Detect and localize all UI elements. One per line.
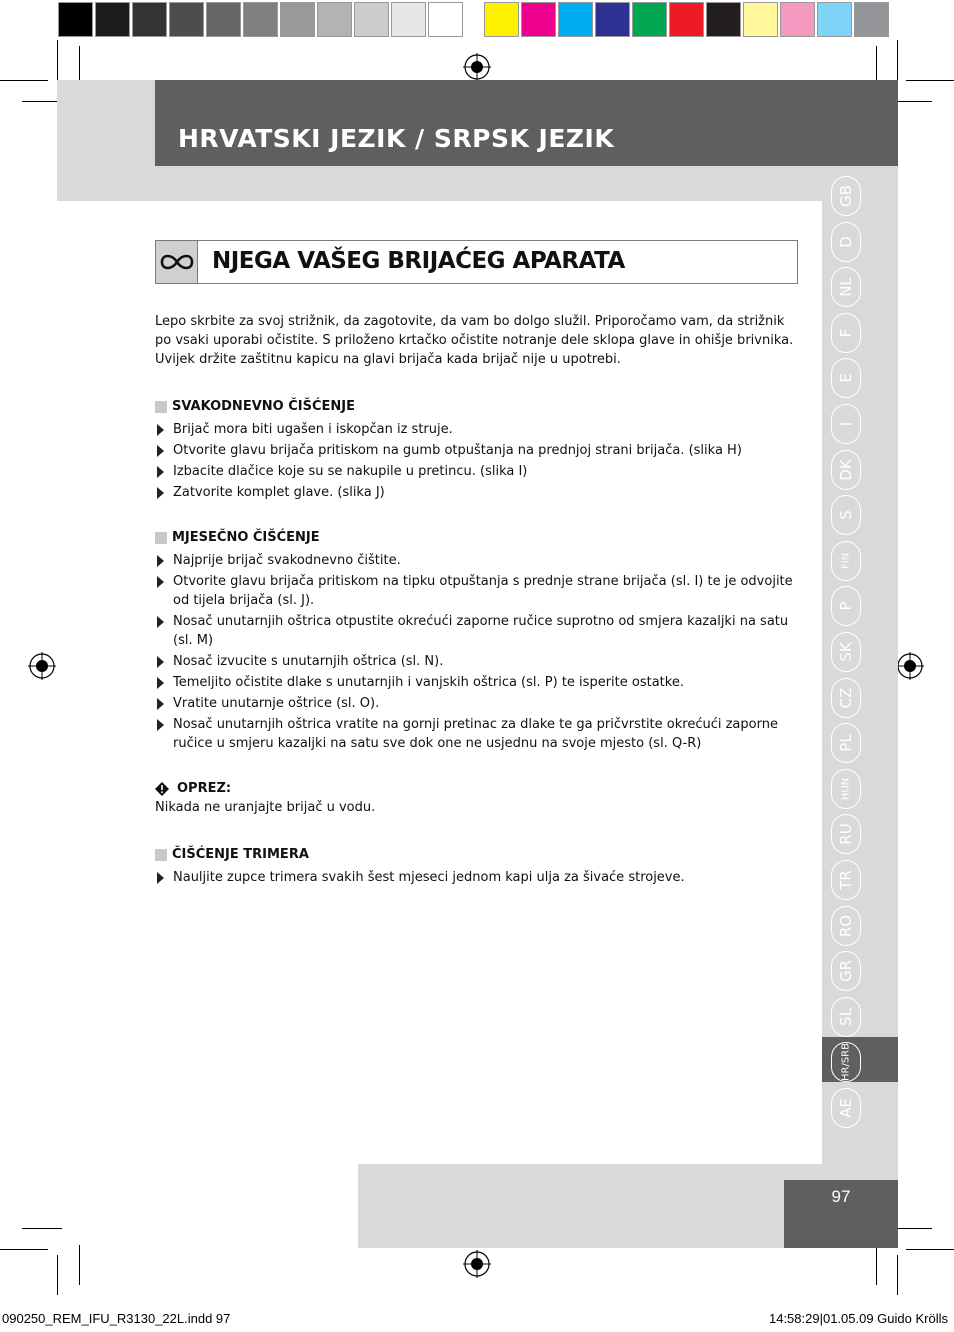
language-tab-label: F <box>837 328 855 338</box>
list-item: Izbacite dlačice koje su se nakupile u pretincu. (slika I) <box>155 462 795 481</box>
registration-mark-icon <box>463 1250 491 1278</box>
gray-color-bar <box>58 2 465 38</box>
language-tab-e[interactable] <box>831 358 861 398</box>
color-swatch <box>669 2 704 37</box>
crop-mark <box>906 80 954 81</box>
color-swatch <box>95 2 130 37</box>
language-tab-i[interactable] <box>831 404 861 444</box>
color-swatch <box>280 2 315 37</box>
square-bullet-icon <box>155 401 167 413</box>
language-tab-sl[interactable] <box>831 997 861 1037</box>
crop-mark <box>57 1255 58 1295</box>
daily-cleaning-heading: SVAKODNEVNO ČIŠĆENJE <box>155 397 795 416</box>
registration-mark-icon <box>463 53 491 81</box>
language-tab-label: P <box>837 601 855 611</box>
list-item: Otvorite glavu brijača pritiskom na tipku otpuštanja s prednje strane brijača (sl. I) te je odvojite od tijela brijača (sl. J). <box>155 572 795 610</box>
crop-mark <box>892 101 932 102</box>
infinity-icon <box>156 241 198 283</box>
language-tab-label: E <box>837 373 855 384</box>
language-tab-label: GR <box>837 960 855 983</box>
crop-mark <box>876 1245 877 1285</box>
page-title: HRVATSKI JEZIK / SRPSK JEZIK <box>178 124 615 153</box>
language-tab-f[interactable] <box>831 313 861 353</box>
language-tab-label: CZ <box>837 687 855 708</box>
language-tab-label: DK <box>837 458 855 481</box>
monthly-cleaning-heading: MJESEČNO ČIŠĆENJE <box>155 528 795 547</box>
color-swatch <box>632 2 667 37</box>
crop-mark <box>0 1249 48 1250</box>
language-tab-p[interactable] <box>831 586 861 626</box>
monthly-cleaning-list <box>155 551 795 753</box>
color-swatch <box>317 2 352 37</box>
color-swatch <box>521 2 556 37</box>
color-swatch <box>484 2 519 37</box>
language-tab-label: RU <box>837 823 855 846</box>
list-item: Vratite unutarnje oštrice (sl. O). <box>155 694 795 713</box>
registration-mark-icon <box>28 652 56 680</box>
language-tab-label: GB <box>837 185 855 207</box>
language-tab-s[interactable] <box>831 495 861 535</box>
color-swatch <box>243 2 278 37</box>
crop-mark <box>906 1249 954 1250</box>
caution-text: Nikada ne uranjajte brijač u vodu. <box>155 800 376 815</box>
language-tab-label: TR <box>837 870 855 890</box>
crop-mark <box>79 1245 80 1285</box>
color-swatch <box>206 2 241 37</box>
list-item: Brijač mora biti ugašen i iskopčan iz struje. <box>155 420 795 439</box>
language-tab-pl[interactable] <box>831 723 861 763</box>
color-swatch <box>354 2 389 37</box>
language-tab-ro[interactable] <box>831 906 861 946</box>
language-tab-sk[interactable] <box>831 632 861 672</box>
language-tab-label: AE <box>837 1098 855 1118</box>
color-swatch <box>428 2 463 37</box>
caution-heading: OPREZ: <box>155 779 795 798</box>
color-swatch <box>743 2 778 37</box>
language-tab-ae[interactable] <box>831 1088 861 1128</box>
color-swatch <box>854 2 889 37</box>
language-tab-label: NL <box>837 277 855 297</box>
content-body <box>155 312 795 913</box>
square-bullet-icon <box>155 849 167 861</box>
list-item: Nosač unutarnjih oštrica otpustite okrećući zaporne ručice suprotno od smjera kazaljki na satu (sl. M) <box>155 612 795 650</box>
language-tab-d[interactable] <box>831 222 861 262</box>
language-tab-gr[interactable] <box>831 951 861 991</box>
intro-paragraph: Lepo skrbite za svoj strižnik, da zagotovite, da vam bo dolgo služil. Priporočamo vam, da strižnik po vsaki uporabi očistite. S priloženo krtačko očistite notranje dele sklopa glave in ohišje brivnika. Uvijek držite zaštitnu kapicu na glavi brijača kada brijač nije u upotrebi. <box>155 314 794 367</box>
language-tab-label: HR/SRB <box>840 1043 852 1082</box>
section-header <box>155 240 798 284</box>
crop-mark <box>22 101 62 102</box>
language-tab-hr-srb[interactable] <box>831 1042 861 1082</box>
language-tab-label: FIN <box>840 552 852 569</box>
color-swatch <box>58 2 93 37</box>
list-item: Nosač izvucite s unutarnjih oštrica (sl. N). <box>155 652 795 671</box>
color-swatch <box>706 2 741 37</box>
language-tab-label: RO <box>837 914 855 937</box>
crop-mark <box>897 1255 898 1295</box>
file-info: 090250_REM_IFU_R3130_22L.indd 97 <box>2 1311 231 1326</box>
registration-mark-icon <box>896 652 924 680</box>
language-tab-label: PL <box>837 734 855 752</box>
trimmer-cleaning-list <box>155 868 795 887</box>
square-bullet-icon <box>155 532 167 544</box>
color-swatch <box>595 2 630 37</box>
daily-cleaning-list <box>155 420 795 502</box>
color-swatch <box>169 2 204 37</box>
color-swatch <box>817 2 852 37</box>
crop-mark <box>22 1228 62 1229</box>
color-swatch <box>132 2 167 37</box>
language-tab-tr[interactable] <box>831 860 861 900</box>
list-item: Nosač unutarnjih oštrica vratite na gornji pretinac za dlake te ga pričvrstite okrećući zaporne ručice u smjeru kazaljki na satu sve dok one ne usjednu na svoje mjesto (sl. Q-R) <box>155 715 795 753</box>
language-tab-ru[interactable] <box>831 814 861 854</box>
section-title: NJEGA VAŠEG BRIJAĆEG APARATA <box>212 248 625 274</box>
language-tab-cz[interactable] <box>831 678 861 718</box>
process-color-bar <box>484 2 891 38</box>
language-tab-gb[interactable] <box>831 176 861 216</box>
language-tab-label: D <box>837 235 855 248</box>
language-tab-label: HUN <box>840 777 852 800</box>
color-swatch <box>391 2 426 37</box>
list-item: Temeljito očistite dlake s unutarnjih i vanjskih oštrica (sl. P) te isperite ostatke. <box>155 673 795 692</box>
language-tab-hun[interactable] <box>831 769 861 809</box>
language-tab-nl[interactable] <box>831 267 861 307</box>
language-tab-label: SL <box>837 1007 855 1026</box>
warning-icon <box>155 782 169 796</box>
language-tab-fin[interactable] <box>831 541 861 581</box>
header-bar <box>155 80 898 166</box>
list-item: Zatvorite komplet glave. (slika J) <box>155 483 795 502</box>
crop-mark <box>892 1228 932 1229</box>
language-tab-label: I <box>837 421 855 427</box>
list-item: Otvorite glavu brijača pritiskom na gumb otpuštanja na prednjoj strani brijača. (slika H) <box>155 441 795 460</box>
crop-mark <box>0 80 48 81</box>
list-item: Najprije brijač svakodnevno čištite. <box>155 551 795 570</box>
timestamp-info: 14:58:29|01.05.09 Guido Krölls <box>768 1311 948 1326</box>
language-tab-label: SK <box>837 642 855 662</box>
page-number: 97 <box>784 1180 898 1248</box>
language-tab-label: S <box>837 510 855 520</box>
trimmer-cleaning-heading: ČIŠĆENJE TRIMERA <box>155 845 795 864</box>
color-swatch <box>558 2 593 37</box>
list-item: Nauljite zupce trimera svakih šest mjeseci jednom kapi ulja za šivaće strojeve. <box>155 868 795 887</box>
section-icon-box <box>156 241 198 283</box>
color-swatch <box>780 2 815 37</box>
language-tab-dk[interactable] <box>831 450 861 490</box>
